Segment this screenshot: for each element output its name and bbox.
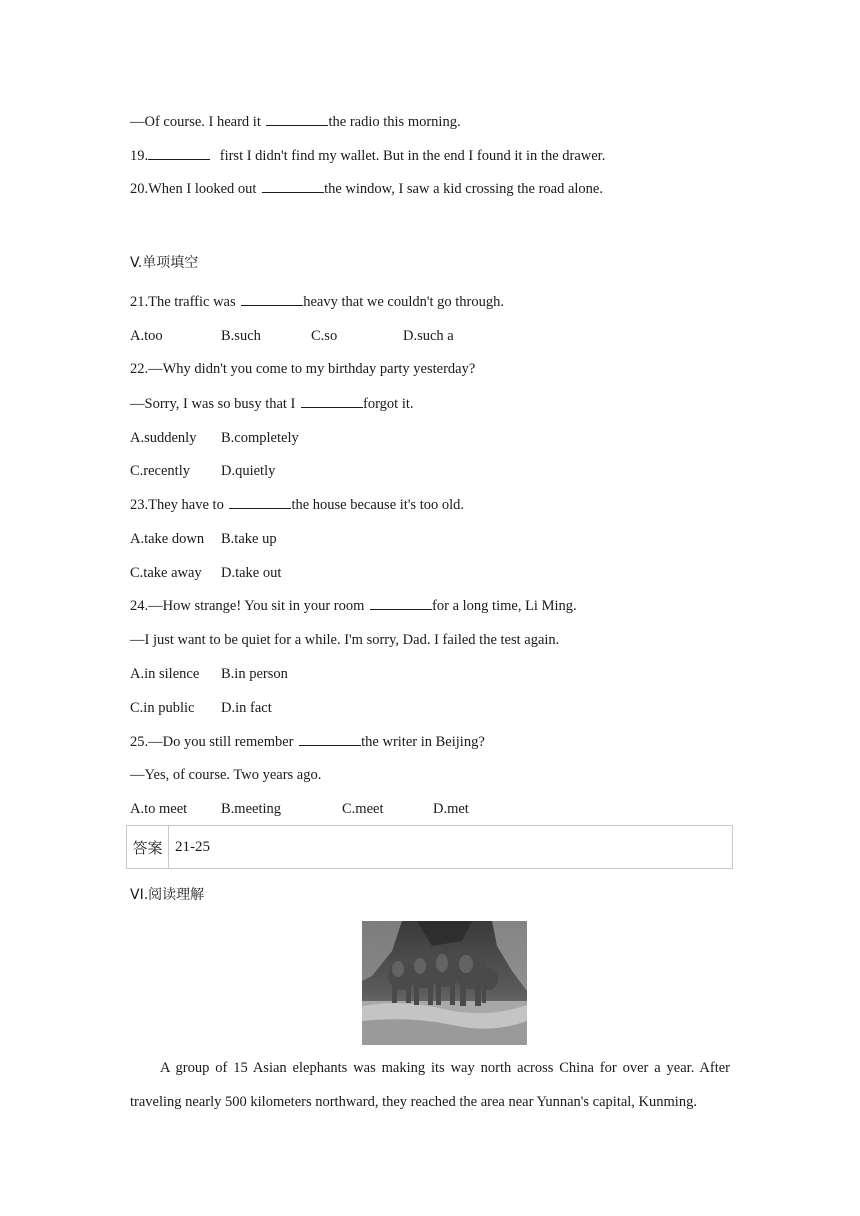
q25-option-a[interactable]: A.to meet [130,801,188,817]
q25-reply: —Yes, of course. Two years ago. [130,767,322,783]
q23-stem [130,496,464,514]
q23-option-b[interactable]: B.take up [221,531,277,547]
answer-blank [262,180,324,193]
q23-option-c[interactable]: C.take away [130,565,202,581]
answer-box [126,825,733,869]
q18-reply-post: the radio this morning. [328,114,461,130]
q20-line [130,180,603,198]
q25-option-b[interactable]: B.meeting [221,801,282,817]
q19-post: first I didn't find my wallet. But in the end I found it in the drawer. [219,148,606,164]
q25-stem [130,733,485,751]
q23-option-d[interactable]: D.take out [221,565,282,581]
q21-option-d[interactable]: D.such a [403,328,454,344]
q18-reply-line [130,113,461,131]
answer-blank [370,597,432,610]
q20-post: the window, I saw a kid crossing the road alone. [324,181,603,197]
q24-option-d[interactable]: D.in fact [221,700,272,716]
q24-stem [130,597,577,615]
q21-pre: 21.The traffic was [130,294,236,310]
q22-question: 22.—Why didn't you come to my birthday party yesterday? [130,361,476,377]
q24-option-a[interactable]: A.in silence [130,666,200,682]
q21-option-b[interactable]: B.such [221,328,261,344]
q22-option-a[interactable]: A.suddenly [130,430,197,446]
q25-post: the writer in Beijing? [361,734,485,750]
answer-blank [301,395,363,408]
q25-option-c[interactable]: C.meet [342,801,384,817]
q23-pre: 23.They have to [130,497,224,513]
q24-reply: —I just want to be quiet for a while. I'm sorry, Dad. I failed the test again. [130,632,560,648]
q24-post: for a long time, Li Ming. [432,598,577,614]
answer-blank [299,733,361,746]
q25-option-d[interactable]: D.met [433,801,469,817]
q24-option-b[interactable]: B.in person [221,666,288,682]
q21-post: heavy that we couldn't go through. [303,294,504,310]
q22-option-c[interactable]: C.recently [130,463,190,479]
q22-option-d[interactable]: D.quietly [221,463,276,479]
answer-blank [241,293,303,306]
q23-post: the house because it's too old. [291,497,465,513]
q21-option-a[interactable]: A.too [130,328,163,344]
q22-option-b[interactable]: B.completely [221,430,299,446]
q22-reply [130,395,414,413]
q24-pre: 24.—How strange! You sit in your room [130,598,365,614]
q18-reply-pre: —Of course. I heard it [130,114,261,130]
q23-option-a[interactable]: A.take down [130,531,205,547]
answer-label: 答案 [127,826,169,868]
q25-pre: 25.—Do you still remember [130,734,294,750]
section-vi-title: VI.阅读理解 [130,887,205,903]
answer-blank [266,113,328,126]
reading-passage: A group of 15 Asian elephants was making its way north across China for over a year. After traveling nearly 500 kilometers northward, they reached the area near Yunnan's capital, Kunming. [130,1060,730,1110]
answer-blank [148,147,210,160]
q20-pre: 20.When I looked out [130,181,257,197]
answer-value: 21-25 [175,839,210,855]
q22-pre: —Sorry, I was so busy that I [130,396,296,412]
section-v-title: V.单项填空 [130,255,199,271]
q24-option-c[interactable]: C.in public [130,700,195,716]
q21-stem [130,293,504,311]
q22-post: forgot it. [363,396,414,412]
answer-blank [229,496,291,509]
q19-line [130,147,605,165]
q21-option-c[interactable]: C.so [311,328,338,344]
elephants-photo [362,921,527,1045]
q19-number: 19. [130,148,149,164]
